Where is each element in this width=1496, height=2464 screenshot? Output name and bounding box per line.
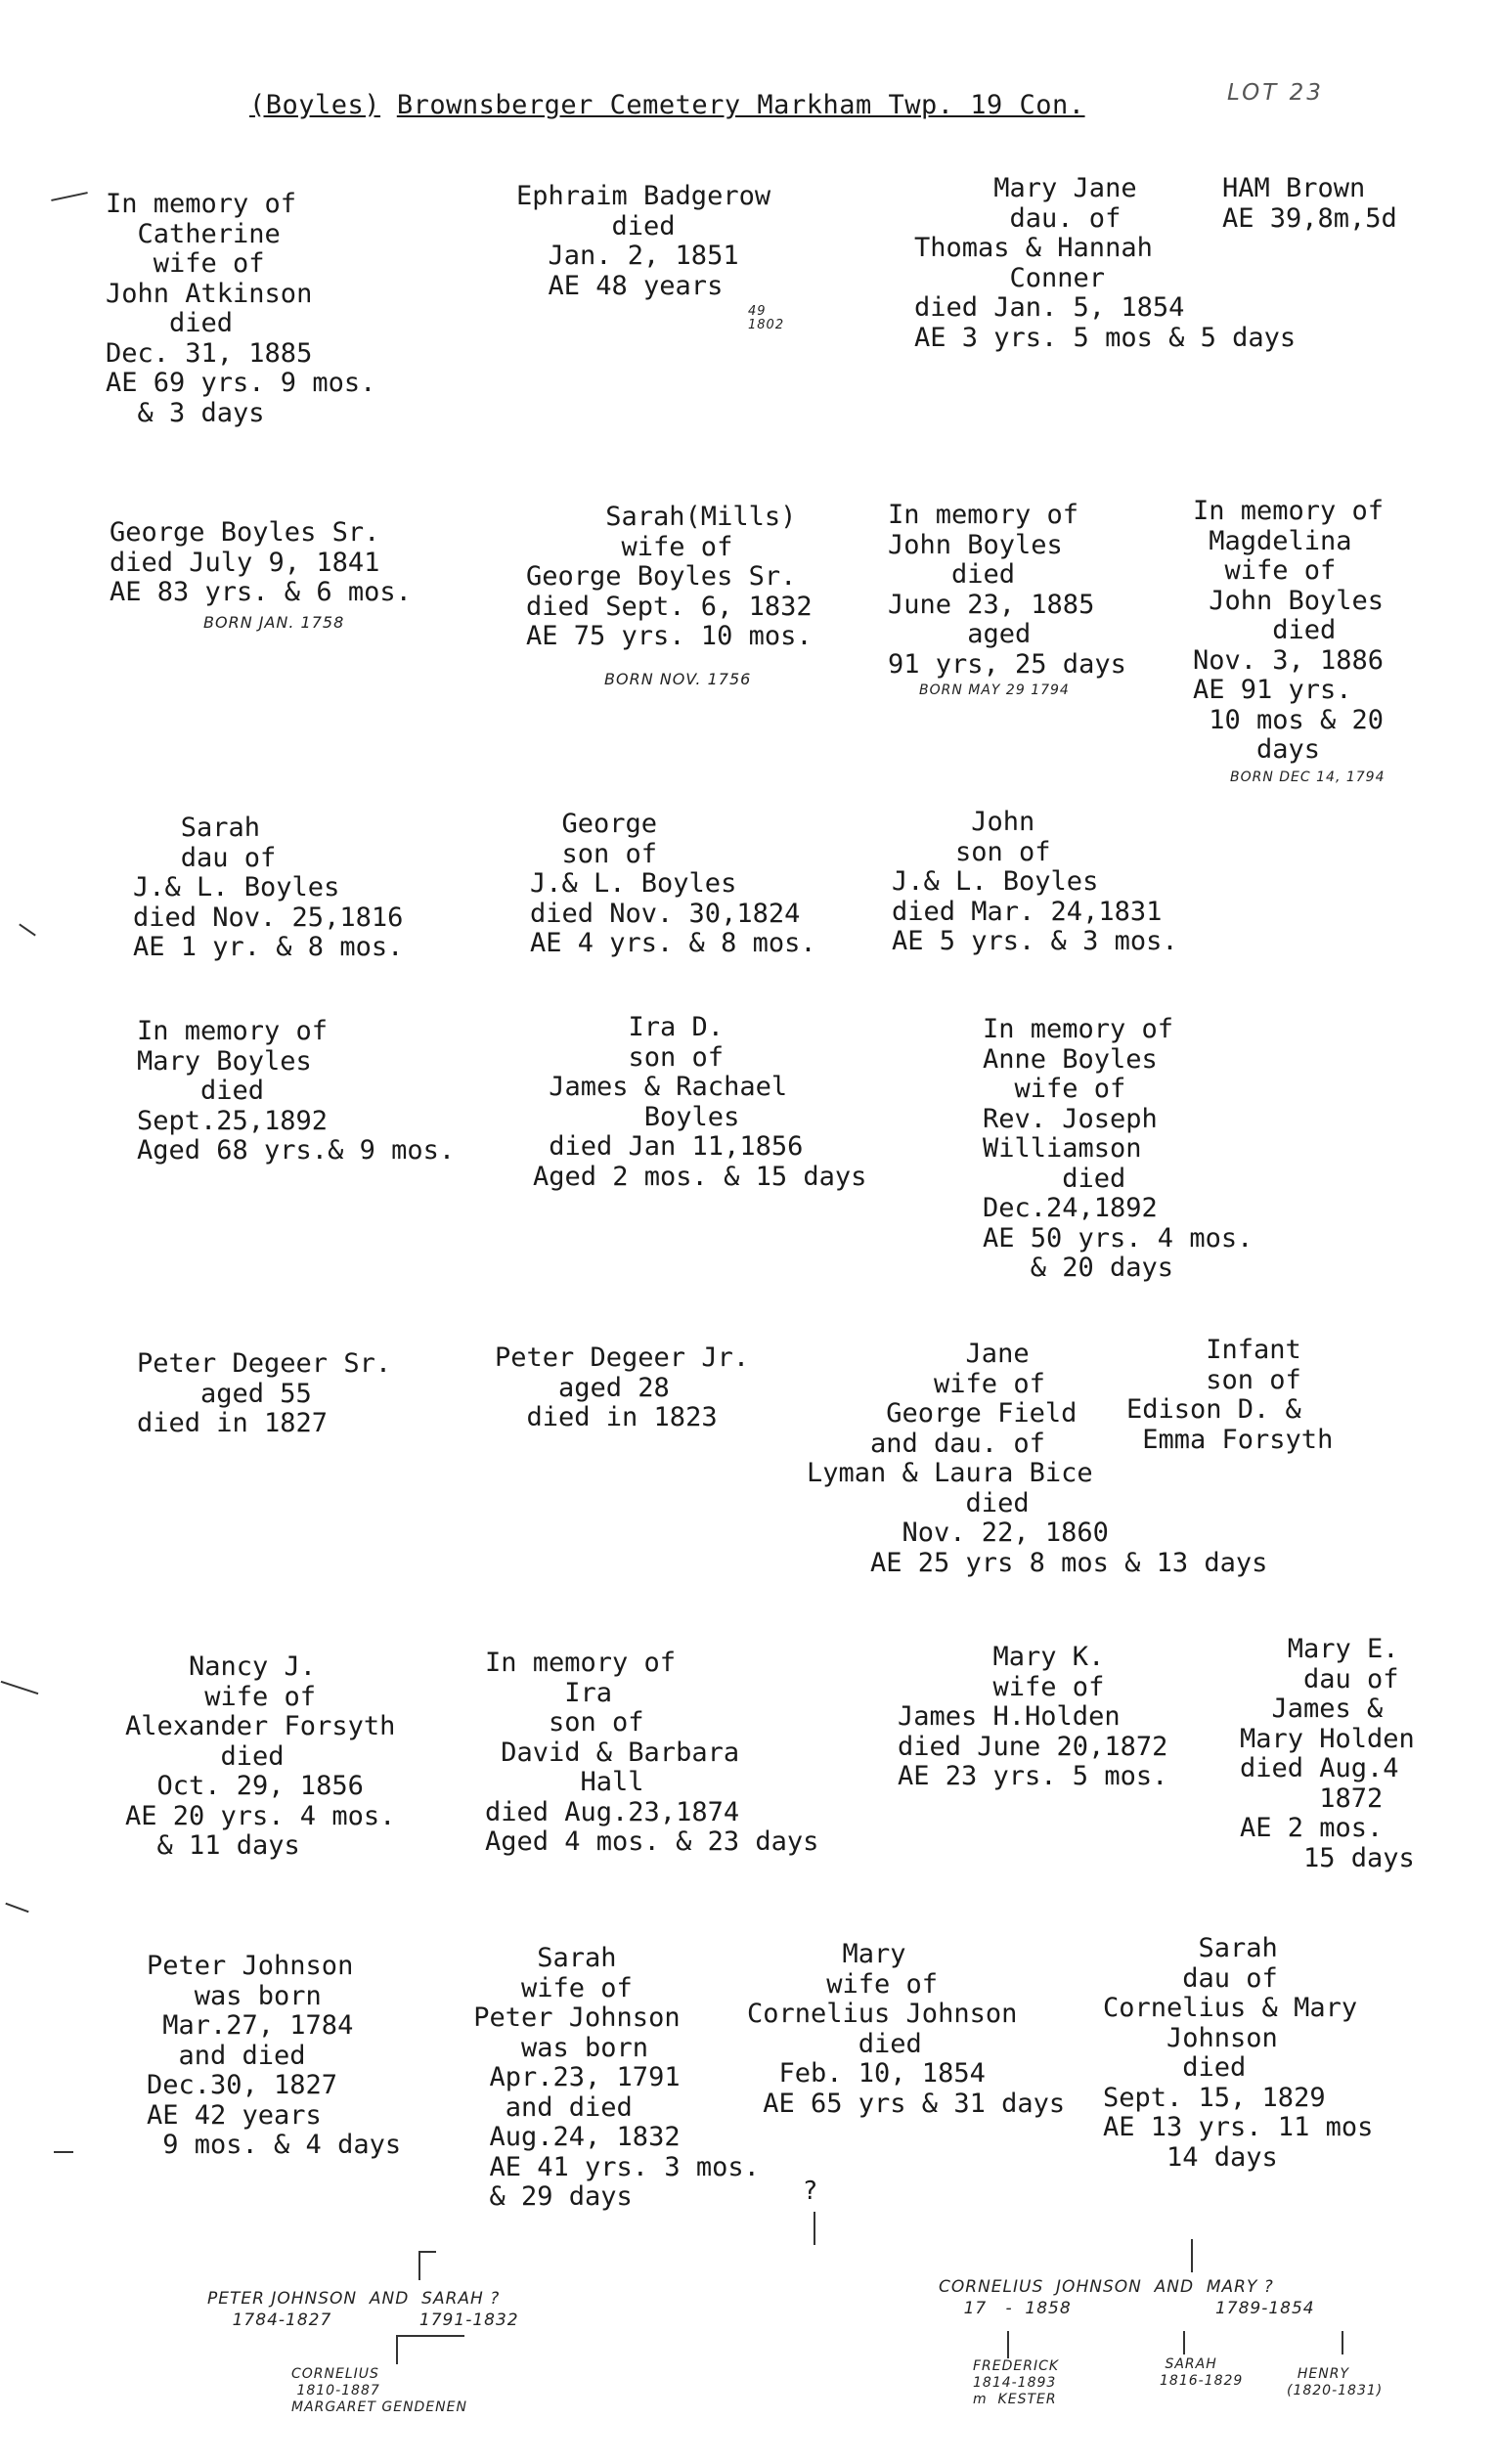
tree-connector <box>396 2335 398 2364</box>
epitaph-magdelina-boyles: In memory of Magdelina wife of John Boyles died Nov. 3, 1886 AE 91 yrs. 10 mos & 20 days <box>1193 496 1385 765</box>
tree-connector <box>1191 2239 1193 2272</box>
epitaph-george-boyles-sr: George Boyles Sr. died July 9, 1841 AE 83 yrs. & 6 mos. <box>110 517 412 607</box>
epitaph-ham-brown: HAM Brown AE 39,8m,5d <box>1222 173 1397 234</box>
epitaph-nancy-forsyth: Nancy J. wife of Alexander Forsyth died Oct. 29, 1856 AE 20 yrs. 4 mos. & 11 days <box>125 1651 396 1861</box>
epitaph-peter-degeer-sr: Peter Degeer Sr. aged 55 died in 1827 <box>137 1348 392 1438</box>
epitaph-ira-hall: In memory of Ira son of David & Barbara Hall died Aug.23,1874 Aged 4 mos. & 23 days <box>485 1648 819 1857</box>
margin-mark <box>51 192 88 201</box>
handwritten-born-sarah-mills: BORN NOV. 1756 <box>604 670 752 688</box>
epitaph-catherine-atkinson: In memory of Catherine wife of John Atkinson died Dec. 31, 1885 AE 69 yrs. 9 mos. & 3 days <box>106 189 376 428</box>
epitaph-ira-d-boyles: Ira D. son of James & Rachael Boyles died Jan 11,1856 Aged 2 mos. & 15 days <box>533 1012 867 1192</box>
epitaph-mary-johnson: Mary wife of Cornelius Johnson died Feb. 10, 1854 AE 65 yrs & 31 days <box>747 1939 1066 2119</box>
epitaph-anne-williamson: In memory of Anne Boyles wife of Rev. Joseph Williamson died Dec.24,1892 AE 50 yrs. 4 mos. & 20 days <box>983 1014 1254 1283</box>
question-mark: ? <box>804 2177 817 2206</box>
margin-mark <box>1 1681 39 1694</box>
title-main: Brownsberger Cemetery Markham Twp. 19 Con. <box>396 90 1085 120</box>
epitaph-jane-field: Jane wife of George Field and dau. of Lyman & Laura Bice died Nov. 22, 1860 AE 25 yrs 8 mos & 13 days <box>807 1339 1268 1578</box>
title-prefix: (Boyles) <box>249 90 381 120</box>
tree-connector <box>1007 2331 1009 2358</box>
lot-number: LOT 23 <box>1227 80 1324 106</box>
epitaph-mary-e-holden: Mary E. dau of James & Mary Holden died Aug.4 1872 AE 2 mos. 15 days <box>1240 1634 1415 1873</box>
margin-mark <box>54 2151 73 2153</box>
tree-cornelius-child: CORNELIUS 1810-1887 MARGARET GENDENEN <box>291 2366 467 2415</box>
epitaph-john-boyles-son: John son of J.& L. Boyles died Mar. 24,1831 AE 5 yrs. & 3 mos. <box>892 807 1178 956</box>
epitaph-sarah-boyles: Sarah dau of J.& L. Boyles died Nov. 25,1816 AE 1 yr. & 8 mos. <box>133 813 404 962</box>
tree-sarah-child: SARAH 1816-1829 <box>1160 2356 1244 2389</box>
margin-mark <box>19 923 36 936</box>
handwritten-note-badgerow: 49 1802 <box>748 304 785 332</box>
epitaph-john-boyles: In memory of John Boyles died June 23, 1885 aged 91 yrs, 25 days <box>888 500 1126 680</box>
handwritten-born-magdelina: BORN DEC 14, 1794 <box>1230 770 1386 785</box>
tree-connector <box>1342 2331 1343 2354</box>
epitaph-infant-forsyth: Infant son of Edison D. & Emma Forsyth <box>1126 1335 1334 1455</box>
tree-henry: HENRY (1820-1831) <box>1287 2366 1384 2398</box>
epitaph-mary-k-holden: Mary K. wife of James H.Holden died June 20,1872 AE 23 yrs. 5 mos. <box>898 1642 1168 1791</box>
document-title <box>249 90 1085 120</box>
epitaph-george-boyles: George son of J.& L. Boyles died Nov. 30,1824 AE 4 yrs. & 8 mos. <box>530 809 816 958</box>
tree-connector <box>814 2212 815 2245</box>
tree-peter-and-sarah: PETER JOHNSON AND SARAH ? 1784-1827 1791-1832 <box>207 2289 519 2330</box>
epitaph-mary-boyles: In memory of Mary Boyles died Sept.25,1892 Aged 68 yrs.& 9 mos. <box>137 1016 456 1166</box>
margin-mark <box>5 1903 28 1913</box>
epitaph-peter-johnson: Peter Johnson was born Mar.27, 1784 and died Dec.30, 1827 AE 42 years 9 mos. & 4 days <box>147 1951 402 2160</box>
handwritten-born-john-boyles: BORN MAY 29 1794 <box>919 682 1070 698</box>
tree-connector <box>396 2335 464 2337</box>
tree-cornelius-and-mary: CORNELIUS JOHNSON AND MARY ? 17 - 1858 1789-1854 <box>939 2277 1315 2318</box>
epitaph-sarah-johnson-dau: Sarah dau of Cornelius & Mary Johnson died Sept. 15, 1829 AE 13 yrs. 11 mos 14 days <box>1103 1933 1374 2173</box>
epitaph-mary-jane-conner: Mary Jane dau. of Thomas & Hannah Conner died Jan. 5, 1854 AE 3 yrs. 5 mos & 5 days <box>914 173 1297 353</box>
epitaph-sarah-mills-boyles: Sarah(Mills) wife of George Boyles Sr. died Sept. 6, 1832 AE 75 yrs. 10 mos. <box>526 502 813 651</box>
epitaph-peter-degeer-jr: Peter Degeer Jr. aged 28 died in 1823 <box>495 1342 750 1432</box>
epitaph-sarah-johnson: Sarah wife of Peter Johnson was born Apr.23, 1791 and died Aug.24, 1832 AE 41 yrs. 3 mos. & 29 days <box>473 1943 760 2212</box>
epitaph-ephraim-badgerow: Ephraim Badgerow died Jan. 2, 1851 AE 48 years <box>516 181 771 301</box>
tree-connector <box>418 2251 420 2280</box>
tree-connector <box>1183 2331 1185 2354</box>
handwritten-born-george-sr: BORN JAN. 1758 <box>203 613 345 632</box>
tree-frederick: FREDERICK 1814-1893 m KESTER <box>973 2358 1060 2407</box>
tree-connector <box>418 2251 436 2253</box>
